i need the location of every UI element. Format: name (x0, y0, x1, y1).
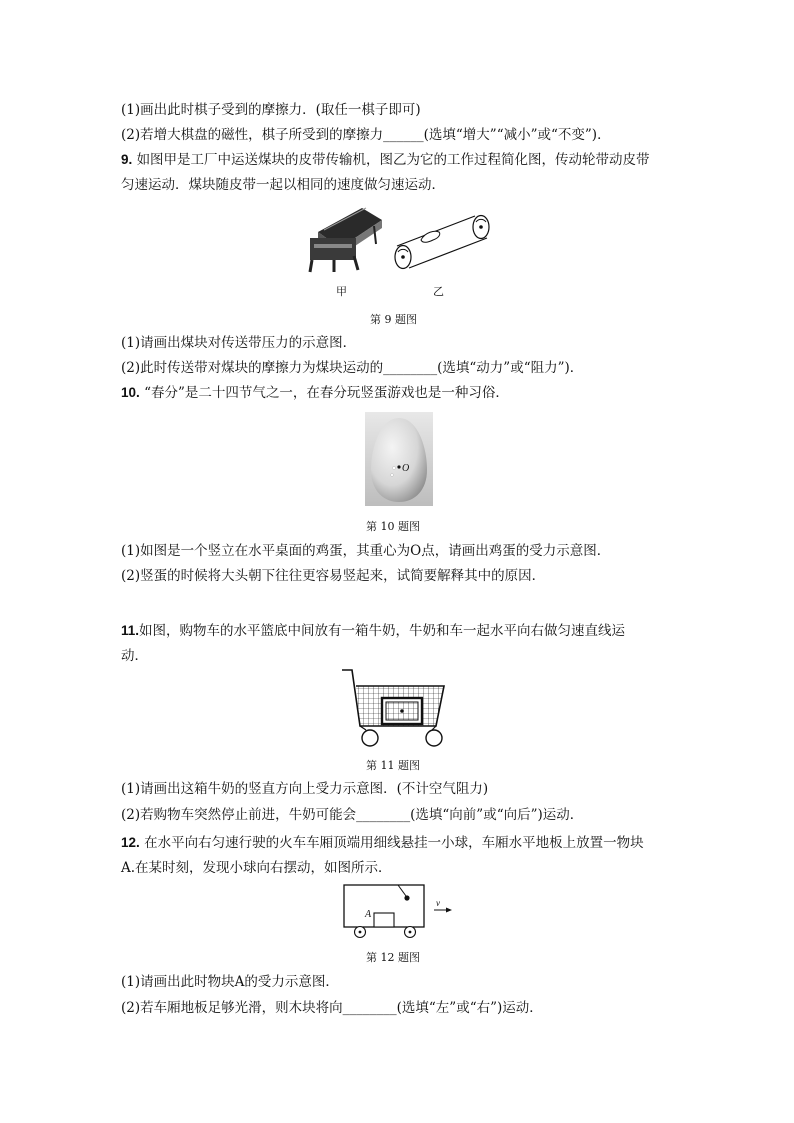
q8-part2: (2)若增大棋盘的磁性，棋子所受到的摩擦力______(选填“增大”“减小”或“不变”)． (121, 127, 611, 143)
q11-text: 如图，购物车的水平篮底中间放有一箱牛奶，牛奶和车一起水平向右做匀速直线运 (139, 623, 626, 639)
shopping-cart-diagram (338, 668, 450, 750)
pendulum-ball (404, 895, 409, 900)
fig10-caption: 第 10 题图 (366, 520, 420, 533)
cart-wheel-left (362, 730, 378, 746)
q10-number: 10. (121, 385, 140, 400)
cart-wheel-right (426, 730, 442, 746)
train-carriage-diagram (340, 882, 454, 940)
velocity-label: v (436, 898, 440, 908)
fig9-label-jia: 甲 (336, 285, 347, 298)
q9-part1: (1)请画出煤块对传送带压力的示意图． (121, 335, 357, 351)
egg-photo (365, 412, 433, 506)
fig9-caption: 第 9 题图 (370, 313, 417, 326)
q11-stem-cont: 动． (121, 648, 148, 664)
belt-diagram (383, 210, 495, 274)
q11-number: 11. (121, 623, 140, 638)
q12-stem-cont: A.在某时刻，发现小球向右摆动，如图所示． (121, 860, 392, 876)
conveyor-photo (304, 204, 384, 274)
q11-part2: (2)若购物车突然停止前进，牛奶可能会________(选填“向前”或“向后”)运动． (121, 807, 584, 823)
fig11-caption: 第 11 题图 (366, 759, 420, 772)
q8-part1: (1)画出此时棋子受到的摩擦力．(取任一棋子即可) (121, 102, 421, 118)
q12-number: 12. (121, 835, 140, 850)
q12-part1: (1)请画出此时物块A的受力示意图． (121, 974, 339, 990)
q9-stem-cont: 匀速运动．煤块随皮带一起以相同的速度做匀速运动． (121, 177, 445, 193)
q9-part2: (2)此时传送带对煤块的摩擦力为煤块运动的________(选填“动力”或“阻力”)． (121, 360, 584, 376)
fig9-label-yi: 乙 (433, 285, 444, 298)
q9-text: 如图甲是工厂中运送煤块的皮带传输机，图乙为它的工作过程简化图，传动轮带动皮带 (136, 152, 650, 168)
q10-text: “春分”是二十四节气之一，在春分玩竖蛋游戏也是一种习俗． (144, 385, 509, 401)
q9-number: 9. (121, 152, 133, 167)
center-of-gravity-point (397, 465, 400, 468)
fig12-caption: 第 12 题图 (366, 951, 420, 964)
block-a-label: A (365, 909, 372, 920)
q10-stem (121, 384, 509, 402)
q10-part1: (1)如图是一个竖立在水平桌面的鸡蛋，其重心为O点，请画出鸡蛋的受力示意图． (121, 543, 611, 559)
q12-text: 在水平向右匀速行驶的火车车厢顶端用细线悬挂一小球，车厢水平地板上放置一物块 (144, 835, 644, 851)
q12-stem (121, 834, 644, 852)
q11-stem (121, 622, 625, 640)
q11-part1: (1)请画出这箱牛奶的竖直方向上受力示意图．(不计空气阻力) (121, 781, 489, 797)
q12-part2: (2)若车厢地板足够光滑，则木块将向________(选填“左”或“右”)运动． (121, 1000, 543, 1016)
point-o-label: O (402, 463, 410, 474)
block-a (374, 913, 394, 927)
q10-part2: (2)竖蛋的时候将大头朝下往往更容易竖起来，试简要解释其中的原因． (121, 568, 546, 584)
q9-stem (121, 151, 650, 169)
